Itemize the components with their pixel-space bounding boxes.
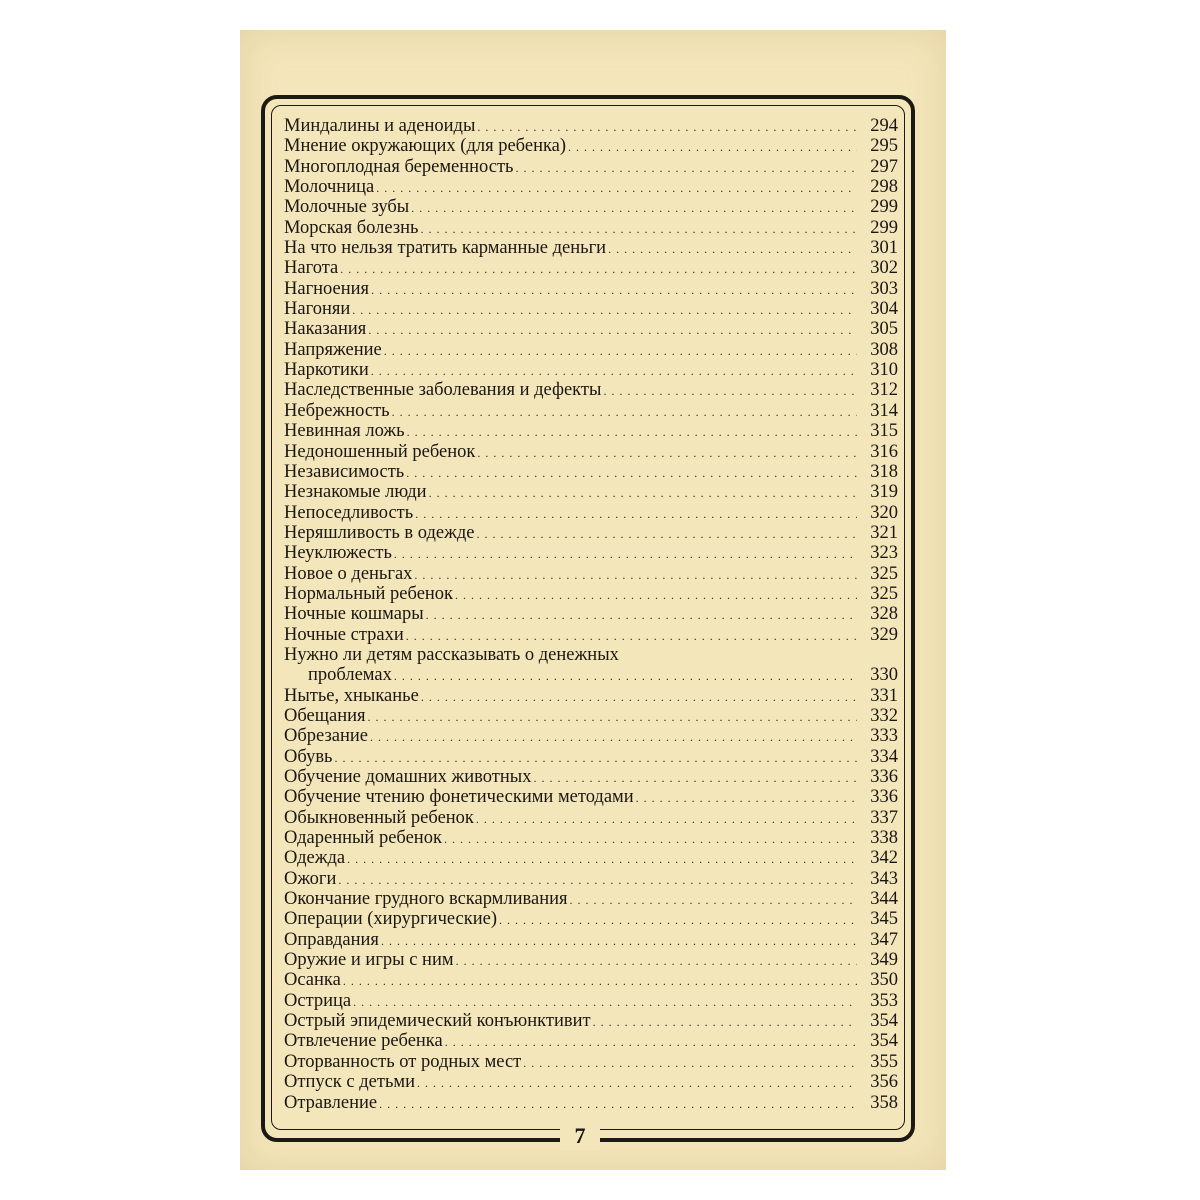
toc-entry bbox=[284, 258, 898, 278]
toc-leader-dots bbox=[353, 992, 857, 1012]
toc-entry bbox=[284, 319, 898, 339]
toc-entry bbox=[284, 726, 898, 746]
toc-entry-title: Незнакомые люди bbox=[284, 482, 427, 503]
toc-entry bbox=[284, 279, 898, 299]
toc-entry-title: Операции (хирургические) bbox=[284, 909, 498, 930]
toc-leader-dots bbox=[392, 402, 857, 422]
toc-leader-dots bbox=[340, 259, 857, 279]
toc-entry-title: Оружие и игры с ним bbox=[284, 950, 454, 971]
toc-leader-dots bbox=[636, 788, 857, 808]
toc-entry-page: 295 bbox=[870, 136, 898, 157]
toc-entry-page: 310 bbox=[870, 360, 898, 381]
toc-entry-title: Отравление bbox=[284, 1092, 378, 1113]
toc-entry-page: 294 bbox=[870, 116, 898, 136]
toc-entry-page: 302 bbox=[870, 258, 898, 279]
toc-entry bbox=[284, 645, 898, 665]
toc-entry-page: 343 bbox=[870, 868, 898, 889]
toc-entry-title: Ночные страхи bbox=[284, 624, 404, 645]
toc-entry bbox=[284, 706, 898, 726]
toc-entry bbox=[284, 157, 898, 177]
toc-leader-dots bbox=[394, 544, 857, 564]
toc-entry-page: 298 bbox=[870, 177, 898, 198]
toc-entry-title: Нытье, хныканье bbox=[284, 685, 419, 706]
toc-entry bbox=[284, 828, 898, 848]
toc-leader-dots bbox=[368, 707, 857, 727]
toc-entry bbox=[284, 1031, 898, 1051]
toc-leader-dots bbox=[593, 1012, 857, 1032]
toc-entry bbox=[284, 442, 898, 462]
toc-entry bbox=[284, 116, 898, 136]
toc-entry-title: Осанка bbox=[284, 970, 341, 991]
toc-leader-dots bbox=[477, 524, 858, 544]
toc-leader-dots bbox=[343, 971, 857, 991]
toc-leader-dots bbox=[568, 137, 857, 157]
toc-entry-title: Обыкновенный ребенок bbox=[284, 807, 474, 828]
toc-leader-dots bbox=[477, 117, 857, 137]
toc-leader-dots bbox=[456, 951, 857, 971]
toc-entry-page: 345 bbox=[870, 909, 898, 930]
toc-leader-dots bbox=[381, 931, 857, 951]
toc-leader-dots bbox=[477, 443, 857, 463]
toc-leader-dots bbox=[516, 158, 858, 178]
toc-leader-dots bbox=[523, 1053, 857, 1073]
toc-leader-dots bbox=[335, 748, 858, 768]
toc-entry-title: Наказания bbox=[284, 319, 367, 340]
toc-entry-title: Молочные зубы bbox=[284, 197, 410, 218]
toc-entry-page: 342 bbox=[870, 848, 898, 869]
toc-leader-dots bbox=[455, 585, 857, 605]
toc-entry-page: 301 bbox=[870, 238, 898, 259]
toc-entry bbox=[284, 340, 898, 360]
toc-leader-dots bbox=[379, 1094, 857, 1114]
toc-leader-dots bbox=[476, 809, 857, 829]
toc-entry-page: 320 bbox=[870, 502, 898, 523]
toc-entry-title: Окончание грудного вскармливания bbox=[284, 889, 568, 910]
toc-entry-page: 303 bbox=[870, 278, 898, 299]
toc-leader-dots bbox=[338, 870, 857, 890]
toc-leader-dots bbox=[384, 341, 857, 361]
toc-entry-title: Оторванность от родных мест bbox=[284, 1051, 522, 1072]
toc-entry bbox=[284, 401, 898, 421]
toc-entry-page: 329 bbox=[870, 624, 898, 645]
toc-entry bbox=[284, 869, 898, 889]
toc-entry bbox=[284, 787, 898, 807]
toc-entry-title: Миндалины и аденоиды bbox=[284, 116, 476, 136]
toc-entry-page: 336 bbox=[870, 767, 898, 787]
toc-entry bbox=[284, 177, 898, 197]
toc-entry-page: 318 bbox=[870, 461, 898, 482]
toc-leader-dots bbox=[417, 1073, 857, 1093]
toc-leader-dots bbox=[368, 320, 857, 340]
toc-entry-page: 312 bbox=[870, 380, 898, 401]
toc-entry-title: Одаренный ребенок bbox=[284, 828, 442, 849]
toc-leader-dots bbox=[347, 849, 857, 869]
toc-entry bbox=[284, 360, 898, 380]
toc-leader-dots bbox=[370, 727, 857, 747]
toc-entry bbox=[284, 625, 898, 645]
toc-entry-page: 332 bbox=[870, 705, 898, 726]
toc-entry-title: Обучение чтению фонетическими методами bbox=[284, 787, 634, 808]
toc-entry bbox=[284, 665, 898, 685]
toc-entry bbox=[284, 747, 898, 767]
toc-entry-title: Отпуск с детьми bbox=[284, 1072, 416, 1093]
toc-entry-page: 323 bbox=[870, 543, 898, 564]
toc-entry bbox=[284, 421, 898, 441]
toc-entry bbox=[284, 889, 898, 909]
toc-entry-page: 334 bbox=[870, 746, 898, 767]
toc-entry bbox=[284, 136, 898, 156]
toc-entry bbox=[284, 848, 898, 868]
toc-leader-dots bbox=[603, 381, 857, 401]
toc-entry bbox=[284, 380, 898, 400]
toc-entry-page: 347 bbox=[870, 929, 898, 950]
toc-entry bbox=[284, 970, 898, 990]
toc-leader-dots bbox=[426, 605, 857, 625]
toc-entry-title: Неуклюжесть bbox=[284, 543, 392, 564]
toc-entry bbox=[284, 604, 898, 624]
table-of-contents bbox=[284, 116, 898, 1113]
toc-leader-dots bbox=[444, 829, 857, 849]
toc-entry-page: 304 bbox=[870, 299, 898, 320]
toc-entry-page: 331 bbox=[870, 685, 898, 706]
toc-entry-page: 299 bbox=[870, 197, 898, 218]
toc-entry-title: Молочница bbox=[284, 177, 375, 198]
toc-leader-dots bbox=[352, 300, 857, 320]
toc-entry-title: Напряжение bbox=[284, 339, 382, 360]
toc-entry-page: 319 bbox=[870, 482, 898, 503]
toc-entry-title: Невинная ложь bbox=[284, 421, 405, 442]
toc-entry-title: Нагноения bbox=[284, 278, 370, 299]
toc-entry bbox=[284, 991, 898, 1011]
toc-entry-page: 349 bbox=[870, 950, 898, 971]
toc-entry-page: 336 bbox=[870, 787, 898, 808]
toc-entry bbox=[284, 523, 898, 543]
toc-leader-dots bbox=[421, 219, 858, 239]
toc-leader-dots bbox=[414, 565, 857, 585]
toc-entry-page: 354 bbox=[870, 1031, 898, 1052]
toc-entry-title: Нормальный ребенок bbox=[284, 583, 454, 604]
toc-entry-title: Недоношенный ребенок bbox=[284, 441, 476, 462]
toc-entry-page: 333 bbox=[870, 726, 898, 747]
toc-leader-dots bbox=[376, 178, 857, 198]
toc-entry-title: Острица bbox=[284, 990, 352, 1011]
toc-leader-dots bbox=[371, 280, 857, 300]
toc-entry-title: Нужно ли детям рассказывать о денежных bbox=[284, 644, 619, 665]
toc-entry-title: Острый эпидемический конъюнктивит bbox=[284, 1011, 591, 1032]
toc-leader-dots bbox=[407, 422, 857, 442]
toc-entry-title: Ночные кошмары bbox=[284, 604, 424, 625]
toc-entry bbox=[284, 482, 898, 502]
toc-entry-page: 315 bbox=[870, 421, 898, 442]
toc-entry-page: 353 bbox=[870, 990, 898, 1011]
toc-entry-title: На что нельзя тратить карманные деньги bbox=[284, 238, 607, 259]
toc-entry bbox=[284, 1052, 898, 1072]
toc-entry bbox=[284, 1011, 898, 1031]
toc-entry-title: Нагота bbox=[284, 258, 339, 279]
toc-leader-dots bbox=[406, 463, 857, 483]
toc-entry bbox=[284, 808, 898, 828]
toc-entry bbox=[284, 950, 898, 970]
toc-entry bbox=[284, 564, 898, 584]
toc-entry-page: 325 bbox=[870, 563, 898, 584]
toc-leader-dots bbox=[608, 239, 857, 259]
toc-entry-page: 297 bbox=[870, 156, 898, 177]
toc-entry-page: 355 bbox=[870, 1051, 898, 1072]
toc-entry-title: Одежда bbox=[284, 848, 346, 869]
toc-entry-page: 305 bbox=[870, 319, 898, 340]
toc-entry-title: Небрежность bbox=[284, 400, 390, 421]
toc-entry-title: Отвлечение ребенка bbox=[284, 1031, 443, 1052]
toc-entry-page: 354 bbox=[870, 1011, 898, 1032]
toc-leader-dots bbox=[411, 198, 857, 218]
toc-leader-dots bbox=[415, 504, 857, 524]
toc-leader-dots bbox=[421, 687, 857, 707]
toc-entry-page: 321 bbox=[870, 522, 898, 543]
toc-entry-page: 338 bbox=[870, 828, 898, 849]
toc-entry-title: Обещания bbox=[284, 705, 366, 726]
toc-entry bbox=[284, 543, 898, 563]
toc-entry bbox=[284, 238, 898, 258]
toc-leader-dots bbox=[570, 890, 857, 910]
toc-entry bbox=[284, 909, 898, 929]
toc-entry-page: 325 bbox=[870, 583, 898, 604]
toc-entry-title: Независимость bbox=[284, 461, 405, 482]
toc-entry bbox=[284, 584, 898, 604]
toc-leader-dots bbox=[429, 483, 857, 503]
toc-entry-title: Морская болезнь bbox=[284, 217, 419, 238]
toc-entry-title: Наркотики bbox=[284, 360, 369, 381]
toc-entry-page: 358 bbox=[870, 1092, 898, 1113]
toc-entry-title: Обрезание bbox=[284, 726, 368, 747]
toc-entry-title: Оправдания bbox=[284, 929, 379, 950]
toc-entry-page: 356 bbox=[870, 1072, 898, 1093]
toc-entry-page: 350 bbox=[870, 970, 898, 991]
toc-entry-title: проблемах bbox=[308, 665, 392, 686]
toc-entry-title: Наследственные заболевания и дефекты bbox=[284, 380, 602, 401]
toc-entry-title: Новое о деньгах bbox=[284, 563, 413, 584]
toc-leader-dots bbox=[445, 1032, 857, 1052]
toc-entry-page: 328 bbox=[870, 604, 898, 625]
toc-entry-title: Мнение окружающих (для ребенка) bbox=[284, 136, 567, 157]
toc-entry-title: Ожоги bbox=[284, 868, 337, 889]
toc-entry bbox=[284, 1072, 898, 1092]
toc-entry-page: 316 bbox=[870, 441, 898, 462]
toc-entry-page: 299 bbox=[870, 217, 898, 238]
toc-entry bbox=[284, 1093, 898, 1113]
toc-entry bbox=[284, 930, 898, 950]
toc-entry-title: Обучение домашних животных bbox=[284, 767, 532, 787]
toc-entry-title: Непоседливость bbox=[284, 502, 414, 523]
toc-entry-title: Неряшливость в одежде bbox=[284, 522, 475, 543]
toc-leader-dots bbox=[406, 626, 857, 646]
toc-entry-title: Нагоняи bbox=[284, 299, 351, 320]
toc-leader-dots bbox=[394, 666, 857, 686]
toc-entry bbox=[284, 197, 898, 217]
toc-entry-title: Обувь bbox=[284, 746, 333, 767]
toc-entry-title: Многоплодная беременность bbox=[284, 156, 514, 177]
toc-entry bbox=[284, 218, 898, 238]
toc-entry bbox=[284, 462, 898, 482]
toc-leader-dots bbox=[533, 768, 857, 788]
toc-entry bbox=[284, 299, 898, 319]
toc-entry-page: 330 bbox=[870, 665, 898, 686]
toc-entry bbox=[284, 503, 898, 523]
toc-entry bbox=[284, 767, 898, 787]
toc-entry bbox=[284, 686, 898, 706]
page-number: 7 bbox=[560, 1122, 600, 1150]
toc-entry-page: 337 bbox=[870, 807, 898, 828]
toc-entry-page: 314 bbox=[870, 400, 898, 421]
toc-leader-dots bbox=[499, 910, 857, 930]
toc-entry-page: 344 bbox=[870, 889, 898, 910]
toc-leader-dots bbox=[371, 361, 857, 381]
toc-entry-page: 308 bbox=[870, 339, 898, 360]
